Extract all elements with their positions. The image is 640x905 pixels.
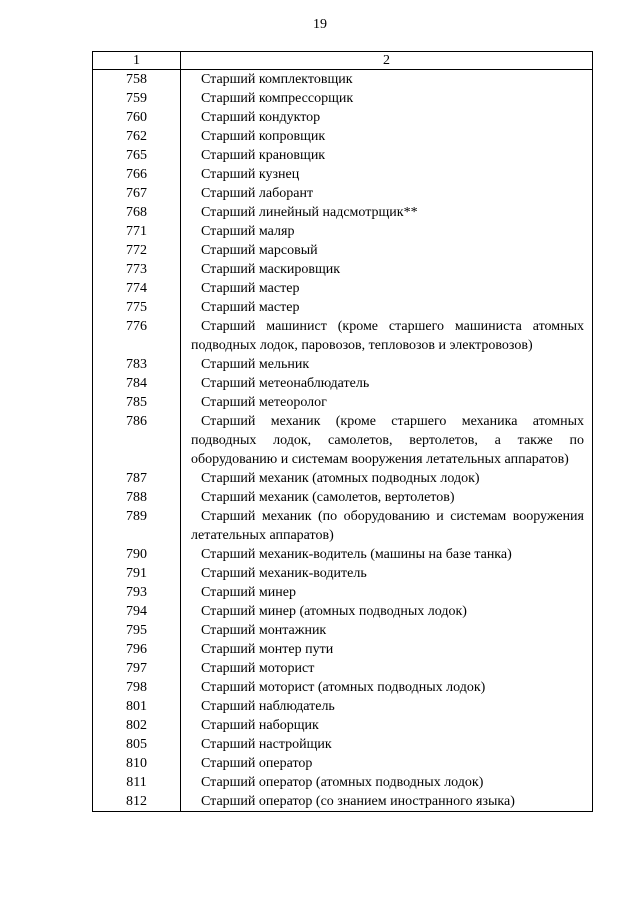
row-profession-cell [181,241,593,260]
row-profession-name: Старший механик (самолетов, вертолетов) [201,490,455,505]
row-profession-cell [181,89,593,108]
row-profession-cell [181,773,593,792]
table-row [93,184,593,203]
table-row [93,621,593,640]
row-profession-name: Старший механик (атомных подводных лодок) [201,471,480,486]
row-profession-cell [181,583,593,602]
table-row [93,260,593,279]
table-row [93,602,593,621]
row-number: 793 [93,583,181,602]
row-profession-name: Старший механик-водитель (машины на базе танка) [201,547,512,562]
row-profession-cell [181,127,593,146]
table-row [93,678,593,697]
row-number: 788 [93,488,181,507]
table-row [93,773,593,792]
row-number: 811 [93,773,181,792]
table-row [93,165,593,184]
row-number: 812 [93,792,181,812]
row-number: 783 [93,355,181,374]
row-number: 776 [93,317,181,355]
row-number: 794 [93,602,181,621]
row-profession-name: Старший метеонаблюдатель [201,376,370,391]
row-number: 773 [93,260,181,279]
row-profession-cell [181,602,593,621]
row-profession-cell [181,507,593,545]
table-row [93,241,593,260]
row-profession-name: Старший линейный надсмотрщик** [201,205,418,220]
row-number: 784 [93,374,181,393]
row-profession-cell [181,716,593,735]
row-number: 767 [93,184,181,203]
header-col-1: 1 [93,52,181,70]
row-number: 775 [93,298,181,317]
table-row [93,697,593,716]
table-row [93,374,593,393]
row-profession-cell [181,108,593,127]
table-row [93,393,593,412]
table-row [93,222,593,241]
table-row [93,203,593,222]
row-profession-cell [181,412,593,469]
row-profession-cell [181,184,593,203]
row-number: 774 [93,279,181,298]
row-profession-cell [181,165,593,184]
row-profession-cell [181,317,593,355]
table-header-row [93,52,593,70]
row-profession-name: Старший кузнец [201,167,300,182]
row-profession-cell [181,488,593,507]
row-number: 759 [93,89,181,108]
row-profession-cell [181,355,593,374]
row-profession-cell [181,279,593,298]
row-profession-cell [181,659,593,678]
row-profession-cell [181,678,593,697]
row-profession-cell [181,146,593,165]
row-profession-name: Старший оператор (со знанием иностранного языка) [201,794,515,809]
row-profession-cell [181,222,593,241]
row-profession-name: Старший механик (кроме старшего механика атомных подводных лодок, самолетов, вертолетов, а также по оборудованию и системам вооружения летательных аппаратов) [191,414,584,467]
table-row [93,659,593,678]
row-profession-name: Старший копровщик [201,129,326,144]
table-row [93,564,593,583]
row-number: 772 [93,241,181,260]
row-profession-cell [181,640,593,659]
row-profession-cell [181,735,593,754]
table-row [93,792,593,812]
row-number: 805 [93,735,181,754]
row-profession-cell [181,298,593,317]
row-profession-name: Старший лаборант [201,186,314,201]
table-row [93,488,593,507]
row-number: 787 [93,469,181,488]
table-row [93,469,593,488]
table-row [93,89,593,108]
row-profession-name: Старший маляр [201,224,295,239]
row-profession-cell [181,374,593,393]
table-row [93,735,593,754]
row-number: 790 [93,545,181,564]
row-number: 786 [93,412,181,469]
row-number: 791 [93,564,181,583]
row-profession-cell [181,621,593,640]
row-profession-name: Старший марсовый [201,243,318,258]
table-row [93,317,593,355]
row-profession-cell [181,469,593,488]
table-row [93,127,593,146]
table-row [93,583,593,602]
row-number: 795 [93,621,181,640]
row-profession-cell [181,260,593,279]
table-row [93,108,593,127]
row-profession-cell [181,564,593,583]
row-profession-name: Старший наборщик [201,718,319,733]
row-profession-name: Старший оператор [201,756,313,771]
row-profession-name: Старший компрессорщик [201,91,354,106]
row-profession-name: Старший механик (по оборудованию и системам вооружения летательных аппаратов) [191,509,584,543]
row-profession-name: Старший кондуктор [201,110,321,125]
table-row [93,640,593,659]
row-profession-name: Старший наблюдатель [201,699,335,714]
row-profession-name: Старший моторист [201,661,315,676]
row-number: 797 [93,659,181,678]
row-number: 771 [93,222,181,241]
row-profession-name: Старший монтажник [201,623,327,638]
row-profession-cell [181,697,593,716]
row-profession-name: Старший механик-водитель [201,566,367,581]
row-number: 760 [93,108,181,127]
row-number: 798 [93,678,181,697]
table-row [93,70,593,90]
row-profession-cell [181,203,593,222]
table-row [93,716,593,735]
row-profession-cell [181,70,593,90]
row-profession-name: Старший маскировщик [201,262,341,277]
row-profession-name: Старший машинист (кроме старшего машиниста атомных подводных лодок, паровозов, тепловозов и электровозов) [191,319,584,353]
table-row [93,412,593,469]
row-profession-name: Старший мельник [201,357,310,372]
row-profession-cell [181,792,593,812]
row-number: 802 [93,716,181,735]
row-profession-name: Старший настройщик [201,737,332,752]
page-number: 19 [313,17,327,32]
row-number: 766 [93,165,181,184]
row-number: 768 [93,203,181,222]
table-row [93,545,593,564]
table-row [93,146,593,165]
row-profession-name: Старший комплектовщик [201,72,353,87]
row-profession-name: Старший мастер [201,300,300,315]
table-body [93,70,593,812]
row-number: 796 [93,640,181,659]
table-row [93,298,593,317]
row-profession-cell [181,393,593,412]
table-row [93,355,593,374]
row-profession-name: Старший монтер пути [201,642,334,657]
table-row [93,279,593,298]
row-profession-name: Старший метеоролог [201,395,327,410]
row-profession-name: Старший моторист (атомных подводных лодок) [201,680,486,695]
table-row [93,754,593,773]
row-profession-cell [181,754,593,773]
professions-table [92,51,593,812]
row-number: 758 [93,70,181,90]
table-row [93,507,593,545]
row-number: 765 [93,146,181,165]
row-number: 789 [93,507,181,545]
row-profession-name: Старший мастер [201,281,300,296]
row-profession-name: Старший оператор (атомных подводных лодок) [201,775,484,790]
row-number: 801 [93,697,181,716]
row-profession-name: Старший минер [201,585,296,600]
row-profession-name: Старший минер (атомных подводных лодок) [201,604,467,619]
row-number: 762 [93,127,181,146]
header-col-2: 2 [181,52,593,70]
row-profession-cell [181,545,593,564]
row-number: 785 [93,393,181,412]
row-number: 810 [93,754,181,773]
row-profession-name: Старший крановщик [201,148,326,163]
